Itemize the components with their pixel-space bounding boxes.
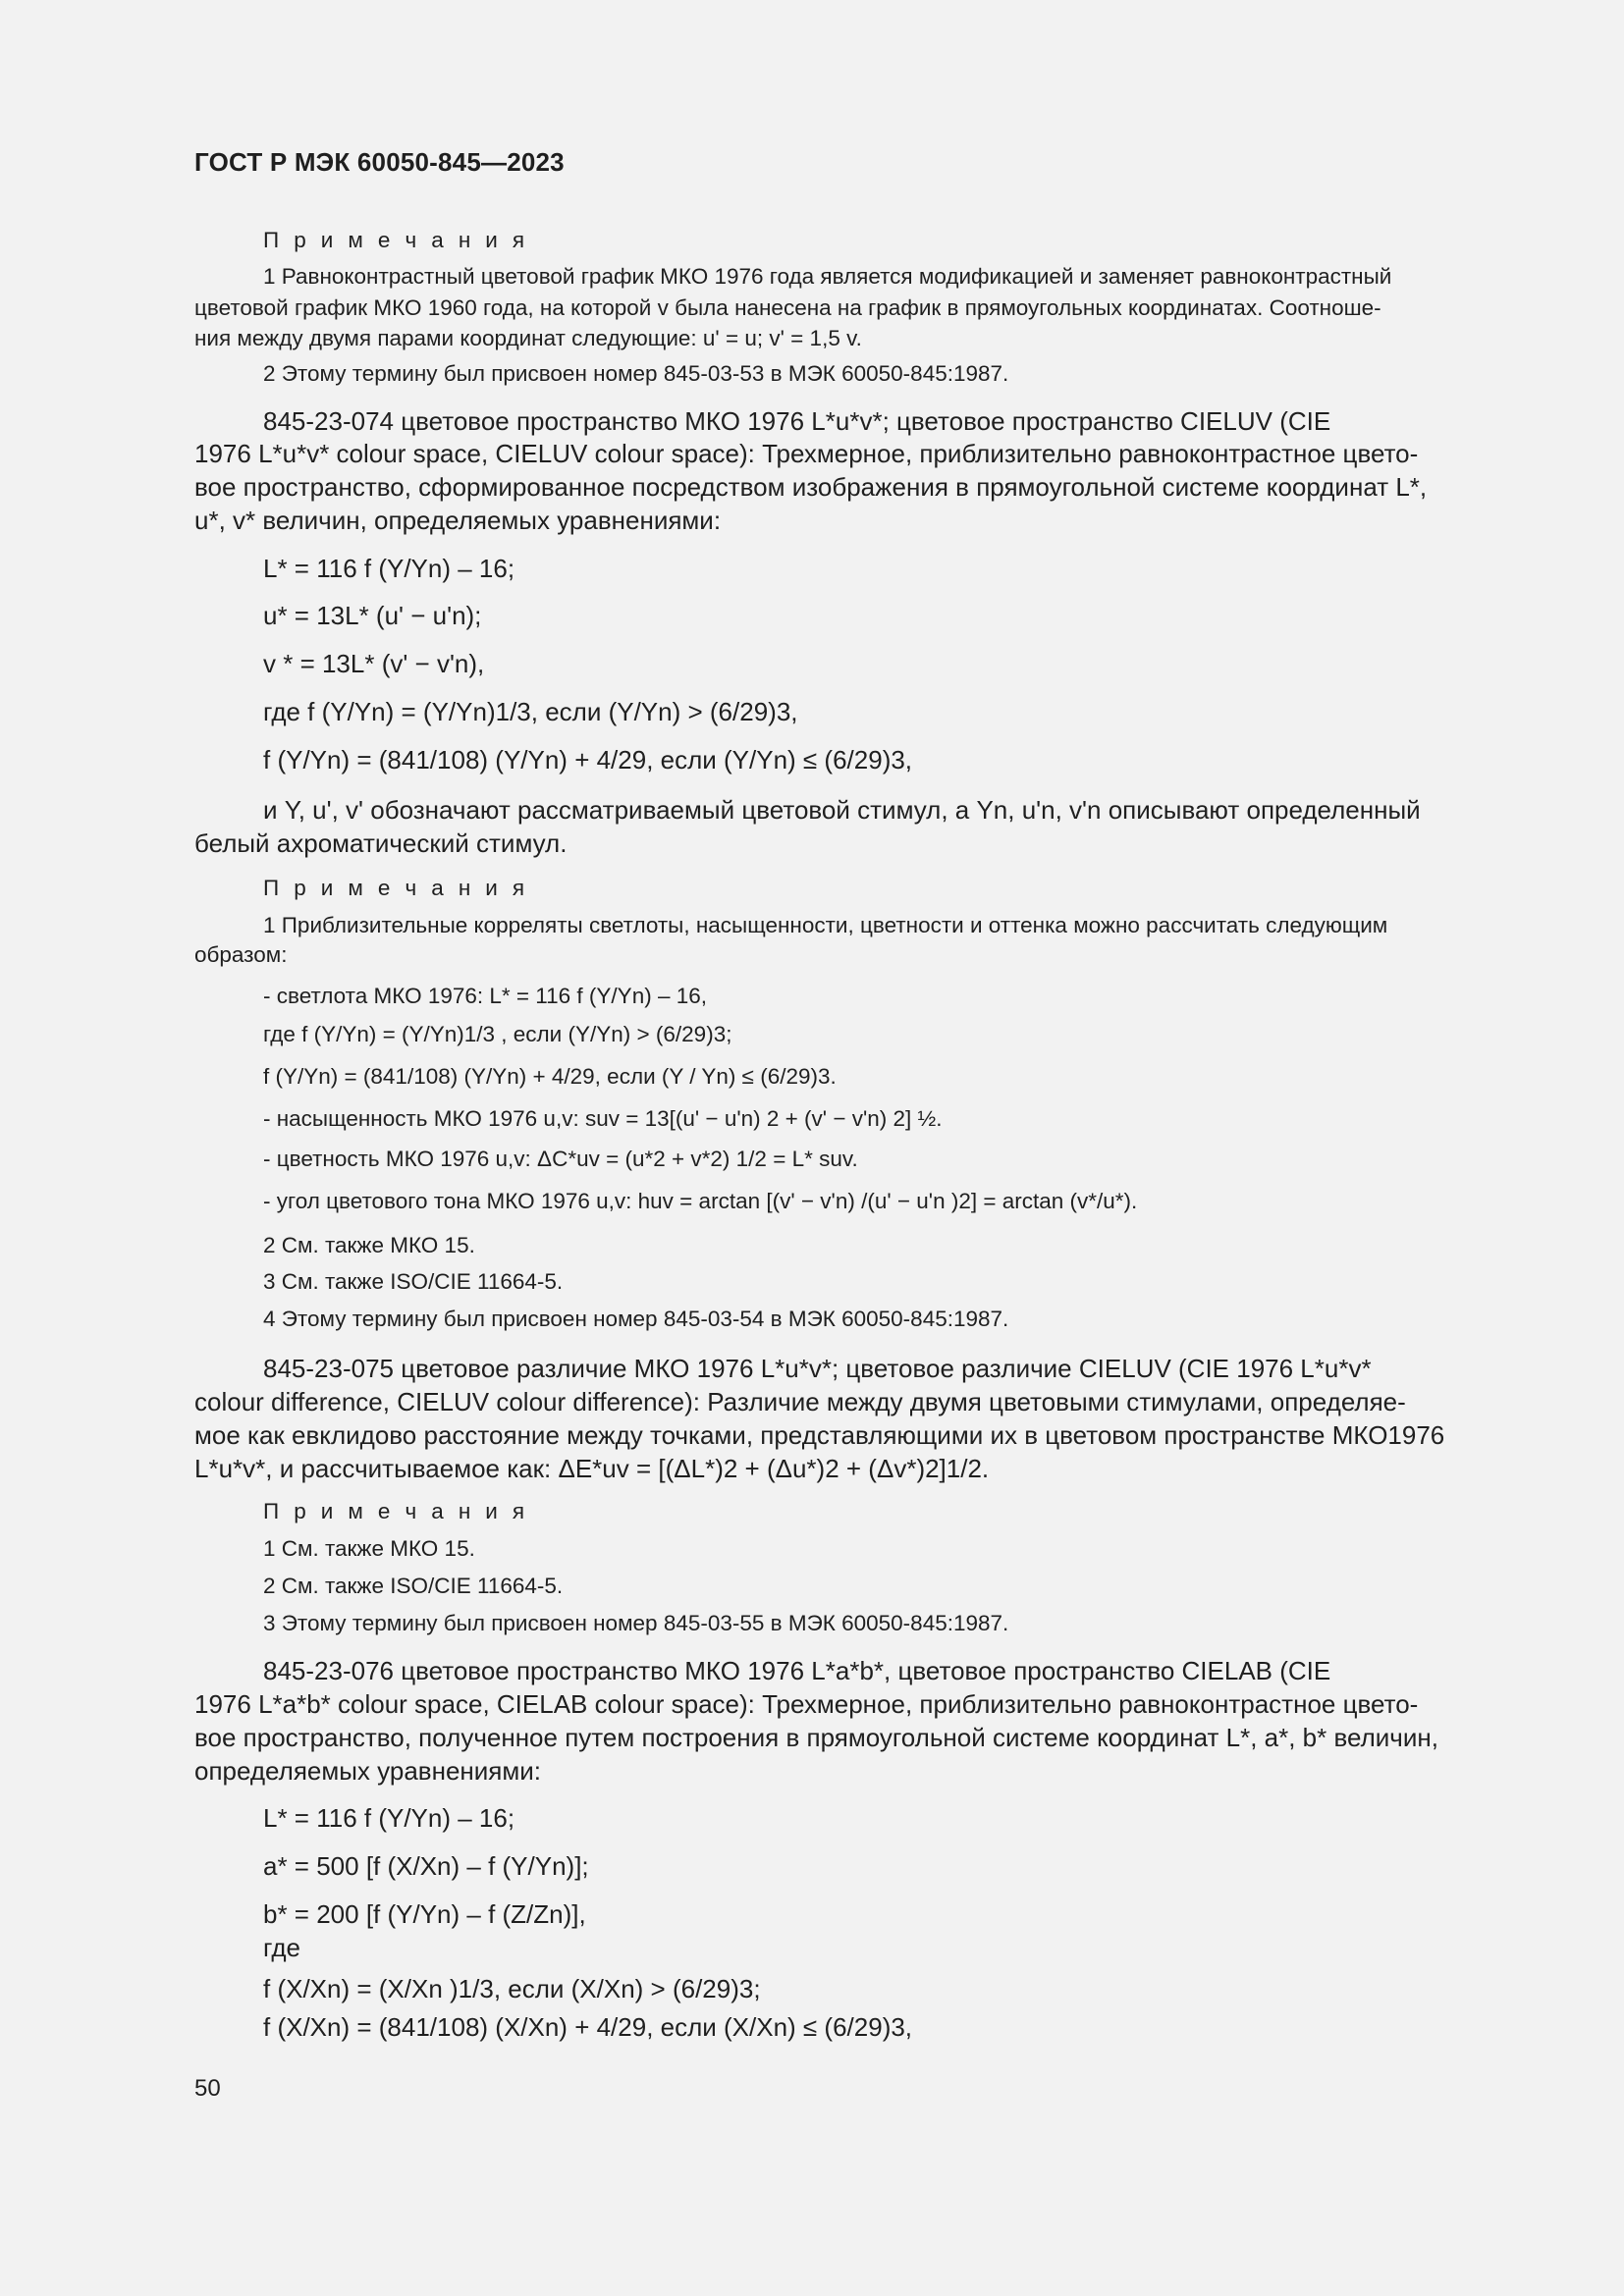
equation: где bbox=[263, 1933, 300, 1962]
equation: где f (Y/Yn) = (Y/Yn)1/3, если (Y/Yn) > (6/29)3, bbox=[263, 697, 798, 726]
notes-heading: П р и м е ч а н и я bbox=[263, 876, 529, 900]
note-line: - светлота МКО 1976: L* = 116 f (Y/Yn) – 16, bbox=[263, 984, 707, 1008]
note-line: 1 Равноконтрастный цветовой график МКО 1976 года является модификацией и заменяет равноконтрастный bbox=[263, 264, 1392, 289]
note-line: 2 Этому термину был присвоен номер 845-03-53 в МЭК 60050-845:1987. bbox=[263, 361, 1009, 386]
term-074-line: 1976 L*u*v* colour space, CIELUV colour space): Трехмерное, приблизительно равноконтрастное цвето- bbox=[194, 439, 1419, 468]
page-number: 50 bbox=[194, 2075, 221, 2102]
document-title: ГОСТ Р МЭК 60050-845—2023 bbox=[194, 147, 565, 177]
equation: u* = 13L* (u' − u'n); bbox=[263, 601, 482, 630]
term-075-line: L*u*v*, и рассчитываемое как: ΔE*uv = [(ΔL*)2 + (Δu*)2 + (Δv*)2]1/2. bbox=[194, 1454, 990, 1483]
note-line: 3 Этому термину был присвоен номер 845-03-55 в МЭК 60050-845:1987. bbox=[263, 1611, 1009, 1635]
term-076-line: 1976 L*a*b* colour space, CIELAB colour space): Трехмерное, приблизительно равноконтрастное цвето- bbox=[194, 1689, 1419, 1719]
equation: f (X/Xn) = (X/Xn )1/3, если (X/Xn) > (6/29)3; bbox=[263, 1974, 761, 2003]
note-line: - насыщенность МКО 1976 u,v: suv = 13[(u' − u'n) 2 + (v' − v'n) 2] ½. bbox=[263, 1106, 943, 1131]
note-line: цветовой график МКО 1960 года, на которой v была нанесена на график в прямоугольных координатах. Соотноше- bbox=[194, 295, 1381, 320]
note-line: 2 См. также МКО 15. bbox=[263, 1233, 475, 1257]
notes-heading: П р и м е ч а н и я bbox=[263, 1499, 529, 1523]
note-line: f (Y/Yn) = (841/108) (Y/Yn) + 4/29, если (Y / Yn) ≤ (6/29)3. bbox=[263, 1064, 837, 1089]
equation: v * = 13L* (v' − v'n), bbox=[263, 649, 485, 678]
term-074-line: вое пространство, сформированное посредством изображения в прямоугольной системе координат L*, bbox=[194, 472, 1428, 502]
term-076-line: 845-23-076 цветовое пространство МКО 1976 L*a*b*, цветовое пространство CIELAB (CIE bbox=[263, 1656, 1331, 1685]
equation: L* = 116 f (Y/Yn) – 16; bbox=[263, 1803, 515, 1833]
note-line: ния между двумя парами координат следующие: u' = u; v' = 1,5 v. bbox=[194, 326, 862, 350]
term-075-line: 845-23-075 цветовое различие МКО 1976 L*u*v*; цветовое различие CIELUV (CIE 1976 L*u*v* bbox=[263, 1354, 1372, 1383]
note-line: образом: bbox=[194, 942, 288, 967]
term-074-line: u*, v* величин, определяемых уравнениями: bbox=[194, 506, 722, 535]
note-line: где f (Y/Yn) = (Y/Yn)1/3 , если (Y/Yn) > (6/29)3; bbox=[263, 1022, 732, 1046]
note-line: - цветность МКО 1976 u,v: ΔC*uv = (u*2 + v*2) 1/2 = L* suv. bbox=[263, 1147, 858, 1171]
term-074-line: 845-23-074 цветовое пространство МКО 1976 L*u*v*; цветовое пространство CIELUV (CIE bbox=[263, 406, 1331, 436]
equation: f (X/Xn) = (841/108) (X/Xn) + 4/29, если (X/Xn) ≤ (6/29)3, bbox=[263, 2012, 913, 2042]
equation: f (Y/Yn) = (841/108) (Y/Yn) + 4/29, если (Y/Yn) ≤ (6/29)3, bbox=[263, 745, 913, 774]
term-075-line: мое как евклидово расстояние между точками, представляющими их в цветовом пространстве МКО1976 bbox=[194, 1420, 1445, 1450]
note-line: 2 См. также ISO/CIE 11664-5. bbox=[263, 1574, 564, 1598]
term-076-line: вое пространство, полученное путем построения в прямоугольной системе координат L*, a*, b* величин, bbox=[194, 1723, 1438, 1752]
note-line: 1 Приблизительные корреляты светлоты, насыщенности, цветности и оттенка можно рассчитать следующим bbox=[263, 913, 1388, 937]
term-075-line: colour difference, CIELUV colour difference): Различие между двумя цветовыми стимулами, определяе- bbox=[194, 1387, 1406, 1416]
paragraph-line: и Y, u', v' обозначают рассматриваемый цветовой стимул, а Yn, u'n, v'n описывают определенный bbox=[263, 795, 1421, 825]
note-line: 4 Этому термину был присвоен номер 845-03-54 в МЭК 60050-845:1987. bbox=[263, 1307, 1009, 1331]
notes-heading: П р и м е ч а н и я bbox=[263, 228, 529, 252]
paragraph-line: белый ахроматический стимул. bbox=[194, 828, 568, 858]
equation: b* = 200 [f (Y/Yn) – f (Z/Zn)], bbox=[263, 1899, 586, 1929]
equation: a* = 500 [f (X/Xn) – f (Y/Yn)]; bbox=[263, 1851, 589, 1881]
term-076-line: определяемых уравнениями: bbox=[194, 1756, 541, 1786]
equation: L* = 116 f (Y/Yn) – 16; bbox=[263, 554, 515, 583]
note-line: 3 См. также ISO/CIE 11664-5. bbox=[263, 1269, 564, 1294]
note-line: 1 См. также МКО 15. bbox=[263, 1536, 475, 1561]
note-line: - угол цветового тона МКО 1976 u,v: huv = arctan [(v' − v'n) /(u' − u'n )2] = arctan (v*/u*). bbox=[263, 1189, 1138, 1213]
